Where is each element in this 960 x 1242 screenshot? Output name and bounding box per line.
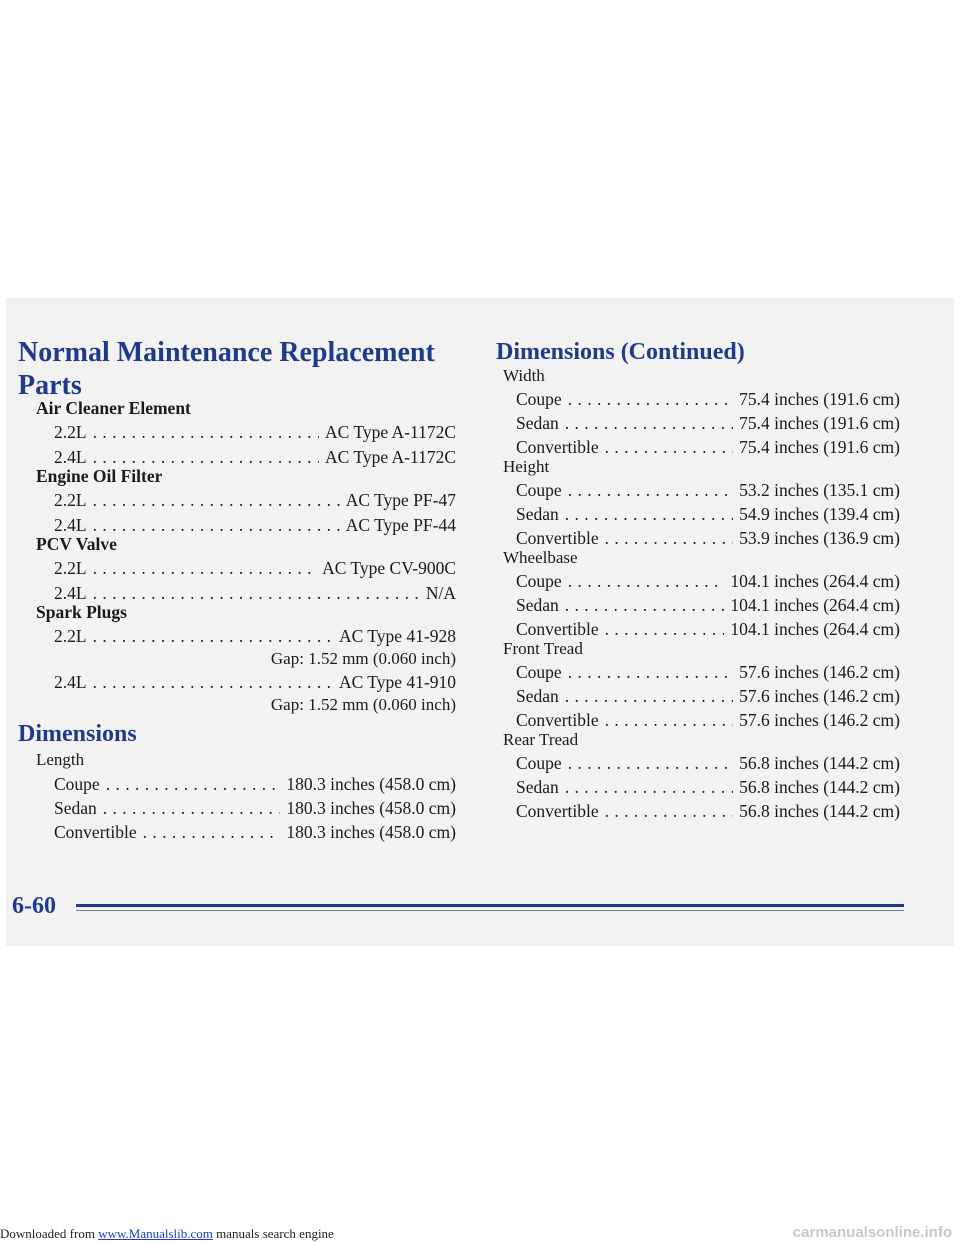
row-value: AC Type CV-900C [322,558,456,578]
row-label: Coupe [516,753,562,773]
row-label: Coupe [516,389,562,409]
group-heading-length: Length [36,750,85,769]
row-value: 54.9 inches (139.4 cm) [739,504,900,524]
group-heading-width: Width [503,366,545,385]
download-prefix: Downloaded from [0,1226,95,1241]
row-value: 75.4 inches (191.6 cm) [739,413,900,433]
table-row [516,595,900,616]
row-value: AC Type 41-928 [338,626,456,646]
row-value: 57.6 inches (146.2 cm) [739,686,900,706]
row-label: Convertible [516,619,599,639]
leader-dots [605,801,734,822]
table-row [516,413,900,434]
spark-gap-note: Gap: 1.52 mm (0.060 inch) [270,695,456,714]
row-label: 2.4L [54,515,87,535]
table-row [516,528,900,549]
download-suffix: manuals search engine [216,1226,334,1241]
leader-dots [565,413,733,434]
row-value: AC Type PF-47 [345,490,456,510]
row-value: N/A [425,583,456,603]
row-label: Convertible [54,822,137,842]
leader-dots [93,626,333,647]
table-row [516,480,900,501]
page-number: 6-60 [12,893,56,919]
row-value: 104.1 inches (264.4 cm) [730,571,900,591]
table-row [516,504,900,525]
leader-dots [93,447,319,468]
leader-dots [605,437,734,458]
section-title-line1: Normal Maintenance Replacement [18,337,435,368]
section-title-dimensions: Dimensions [18,721,137,747]
row-value: 75.4 inches (191.6 cm) [739,437,900,457]
table-row [516,619,900,640]
table-row [54,583,456,604]
leader-dots [605,528,734,549]
footer-rule [76,904,904,907]
table-row [54,447,456,468]
leader-dots [106,774,281,795]
row-label: Sedan [54,798,97,818]
download-bar [0,1226,334,1242]
row-value: AC Type 41-910 [338,672,456,692]
row-label: Sedan [516,413,559,433]
leader-dots [568,753,733,774]
group-heading-spark-plugs: Spark Plugs [36,602,127,622]
leader-dots [93,583,420,604]
row-value: 180.3 inches (458.0 cm) [286,822,456,842]
leader-dots [568,389,733,410]
table-row [54,798,456,819]
row-value: 56.8 inches (144.2 cm) [739,777,900,797]
row-value: AC Type A-1172C [324,447,456,467]
table-row [516,777,900,798]
group-heading-pcv-valve: PCV Valve [36,534,117,554]
table-row [516,753,900,774]
leader-dots [93,558,316,579]
table-row [516,662,900,683]
row-label: 2.2L [54,422,87,442]
row-value: 180.3 inches (458.0 cm) [286,798,456,818]
group-heading-front-tread: Front Tread [503,639,583,658]
table-row [54,515,456,536]
section-title-replacement-parts [18,336,435,402]
leader-dots [568,480,733,501]
row-label: 2.4L [54,447,87,467]
leader-dots [568,662,733,683]
group-heading-height: Height [503,457,550,476]
table-row [516,389,900,410]
leader-dots [93,672,333,693]
row-label: 2.2L [54,626,87,646]
leader-dots [565,595,725,616]
row-value: 56.8 inches (144.2 cm) [739,753,900,773]
leader-dots [93,490,340,511]
leader-dots [605,619,725,640]
table-row [516,437,900,458]
row-value: 56.8 inches (144.2 cm) [739,801,900,821]
table-row [54,774,456,795]
row-label: Convertible [516,801,599,821]
table-row [516,801,900,822]
row-value: 53.9 inches (136.9 cm) [739,528,900,548]
leader-dots [143,822,281,843]
section-title-line2: Parts [18,370,82,401]
row-value: 53.2 inches (135.1 cm) [739,480,900,500]
table-row [54,822,456,843]
leader-dots [93,515,340,536]
row-label: Coupe [54,774,100,794]
group-heading-oil-filter: Engine Oil Filter [36,466,163,486]
row-label: 2.2L [54,490,87,510]
row-label: 2.4L [54,583,87,603]
leader-dots [103,798,281,819]
row-label: Sedan [516,595,559,615]
leader-dots [93,422,319,443]
row-label: 2.4L [54,672,87,692]
manual-page [6,298,954,946]
row-label: Sedan [516,686,559,706]
table-row [54,422,456,443]
leader-dots [568,571,725,592]
group-heading-wheelbase: Wheelbase [503,548,578,567]
leader-dots [565,686,733,707]
table-row [516,686,900,707]
section-title-dimensions-continued: Dimensions (Continued) [496,339,745,365]
spark-gap-note: Gap: 1.52 mm (0.060 inch) [270,649,456,668]
row-label: Coupe [516,571,562,591]
row-label: Coupe [516,480,562,500]
footer-rule-thin [76,910,904,911]
manualslib-link[interactable]: www.Manualslib.com [98,1226,213,1241]
table-row [516,571,900,592]
row-label: Convertible [516,710,599,730]
row-label: Sedan [516,777,559,797]
row-value: 57.6 inches (146.2 cm) [739,710,900,730]
row-value: 180.3 inches (458.0 cm) [286,774,456,794]
group-heading-rear-tread: Rear Tread [503,730,579,749]
leader-dots [565,777,733,798]
table-row [516,710,900,731]
table-row [54,672,456,693]
row-value: 75.4 inches (191.6 cm) [739,389,900,409]
row-value: AC Type A-1172C [324,422,456,442]
site-watermark: carmanualsonline.info [792,1224,952,1241]
row-label: Sedan [516,504,559,524]
row-value: 104.1 inches (264.4 cm) [730,619,900,639]
row-label: Convertible [516,528,599,548]
row-value: AC Type PF-44 [345,515,456,535]
table-row [54,558,456,579]
row-value: 57.6 inches (146.2 cm) [739,662,900,682]
group-heading-air-cleaner: Air Cleaner Element [36,398,191,418]
leader-dots [605,710,734,731]
row-value: 104.1 inches (264.4 cm) [730,595,900,615]
row-label: Convertible [516,437,599,457]
leader-dots [565,504,733,525]
row-label: 2.2L [54,558,87,578]
row-label: Coupe [516,662,562,682]
table-row [54,626,456,647]
table-row [54,490,456,511]
